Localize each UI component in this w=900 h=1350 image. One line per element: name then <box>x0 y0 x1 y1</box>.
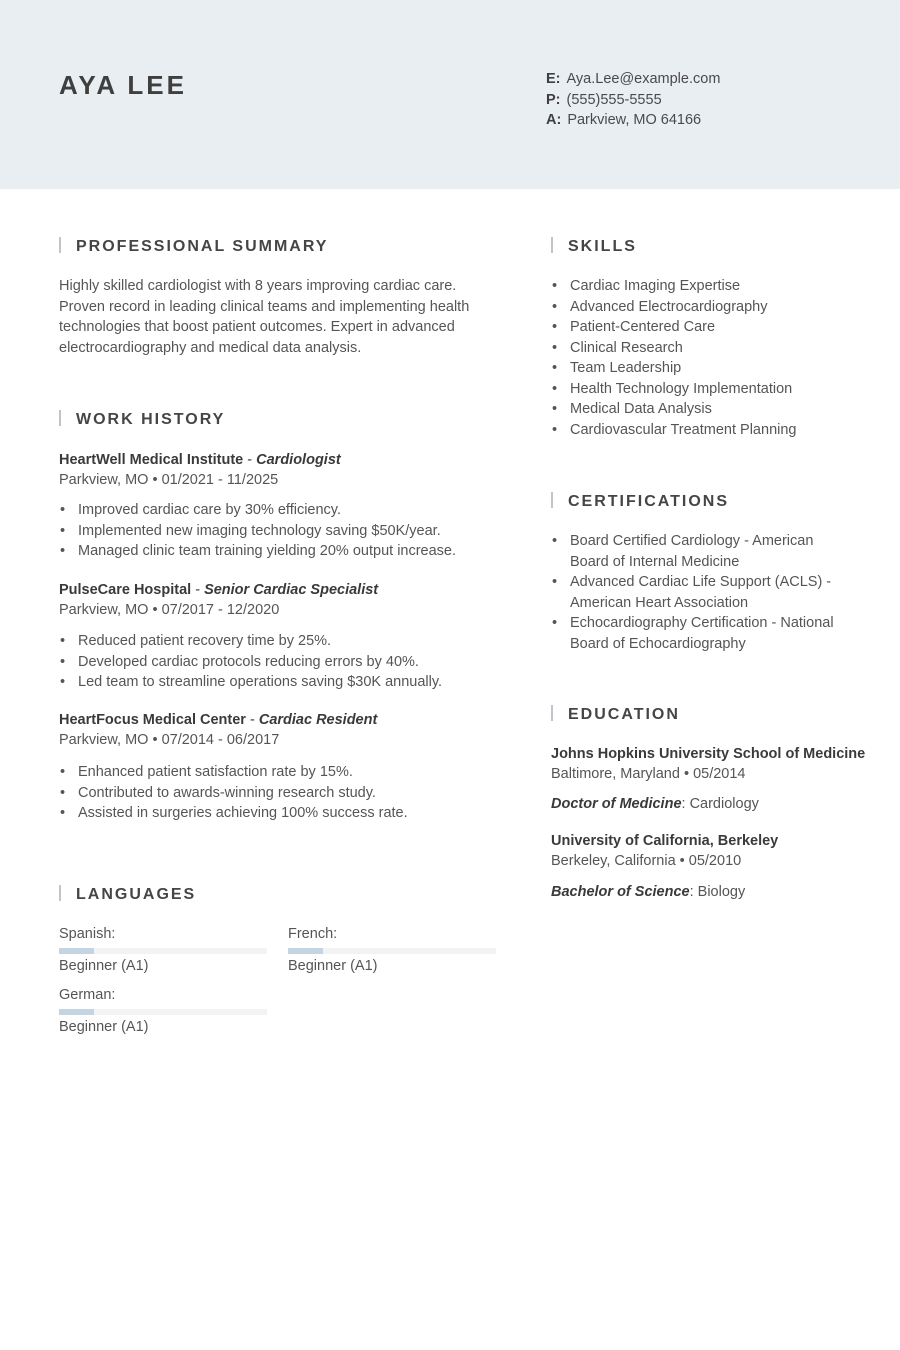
list-item: • Patient-Centered Care <box>551 317 851 338</box>
list-item: • Improved cardiac care by 30% efficiency. <box>59 500 456 521</box>
list-item: • Medical Data Analysis <box>551 399 851 420</box>
address-label: A: <box>546 112 562 128</box>
job-bullets <box>59 631 442 693</box>
summary-heading: PROFESSIONAL SUMMARY <box>59 237 328 257</box>
phone-value: (555)555-5555 <box>566 91 662 108</box>
language-level-bar <box>59 1009 267 1015</box>
contact-block <box>546 69 720 131</box>
language-level-bar <box>288 948 496 954</box>
job-heading: HeartWell Medical Institute - Cardiologist <box>59 452 341 468</box>
education-school: Johns Hopkins University School of Medicine <box>551 746 866 762</box>
education-degree: Bachelor of Science: Biology <box>551 884 746 900</box>
list-item: • Reduced patient recovery time by 25%. <box>59 631 442 652</box>
language-level-fill <box>59 948 94 954</box>
education-school: University of California, Berkeley <box>551 833 779 849</box>
list-item: • Developed cardiac protocols reducing errors by 40%. <box>59 652 442 673</box>
list-item: • Implemented new imaging technology saving $50K/year. <box>59 521 456 542</box>
list-item: • Advanced Electrocardiography <box>551 297 851 318</box>
language-level: Beginner (A1) <box>59 1019 149 1035</box>
section-accent-bar <box>59 410 61 426</box>
header-band <box>0 0 900 189</box>
certifications-list <box>551 531 861 654</box>
work-history-heading: WORK HISTORY <box>59 410 225 430</box>
list-item: • Assisted in surgeries achieving 100% success rate. <box>59 803 408 824</box>
language-level: Beginner (A1) <box>288 958 378 974</box>
language-level-fill <box>59 1009 94 1015</box>
section-accent-bar <box>59 237 61 253</box>
language-item <box>288 924 496 976</box>
language-name: French: <box>288 926 338 942</box>
candidate-name: AYA LEE <box>59 70 187 100</box>
contact-address-row <box>546 110 720 131</box>
education-meta: Baltimore, Maryland • 05/2014 <box>551 766 746 782</box>
job-bullets <box>59 500 456 562</box>
list-item: • Board Certified Cardiology - American Board of Internal Medicine <box>551 531 861 572</box>
list-item: • Clinical Research <box>551 338 851 359</box>
job-bullets <box>59 762 408 824</box>
list-item: • Led team to streamline operations saving $30K annually. <box>59 672 442 693</box>
job-heading: HeartFocus Medical Center - Cardiac Resident <box>59 712 378 728</box>
languages-heading: LANGUAGES <box>59 885 196 905</box>
skills-list <box>551 276 851 440</box>
email-value[interactable]: Aya.Lee@example.com <box>566 71 721 87</box>
language-name: Spanish: <box>59 926 116 942</box>
job-meta: Parkview, MO • 07/2014 - 06/2017 <box>59 732 280 748</box>
address-value: Parkview, MO 64166 <box>567 112 702 128</box>
language-item <box>59 924 267 976</box>
contact-email-row <box>546 69 720 90</box>
education-meta: Berkeley, California • 05/2010 <box>551 853 742 869</box>
summary-text: Highly skilled cardiologist with 8 years improving cardiac care. Proven record in leading clinical teams and implementing health technologies that boost patient outcomes. Expert in advanced electrocardiography and medical data analysis. <box>59 278 470 356</box>
language-name: German: <box>59 987 116 1003</box>
section-accent-bar <box>59 885 61 901</box>
education-degree: Doctor of Medicine: Cardiology <box>551 796 759 812</box>
language-item <box>59 985 267 1037</box>
phone-label: P: <box>546 91 561 108</box>
list-item: • Managed clinic team training yielding 20% output increase. <box>59 541 456 562</box>
skills-heading: SKILLS <box>551 237 637 257</box>
section-accent-bar <box>551 492 553 508</box>
list-item: • Cardiac Imaging Expertise <box>551 276 851 297</box>
education-heading: EDUCATION <box>551 705 680 725</box>
list-item: • Enhanced patient satisfaction rate by 15%. <box>59 762 408 783</box>
job-heading: PulseCare Hospital - Senior Cardiac Specialist <box>59 582 379 598</box>
language-level: Beginner (A1) <box>59 958 149 974</box>
list-item: • Echocardiography Certification - National Board of Echocardiography <box>551 613 861 654</box>
list-item: • Advanced Cardiac Life Support (ACLS) - American Heart Association <box>551 572 861 613</box>
list-item: • Contributed to awards-winning research study. <box>59 783 408 804</box>
language-level-fill <box>288 948 323 954</box>
job-meta: Parkview, MO • 07/2017 - 12/2020 <box>59 602 280 618</box>
certifications-heading: CERTIFICATIONS <box>551 492 729 512</box>
contact-phone-row <box>546 90 720 111</box>
section-accent-bar <box>551 705 553 721</box>
job-meta: Parkview, MO • 01/2021 - 11/2025 <box>59 472 279 488</box>
list-item: • Health Technology Implementation <box>551 379 851 400</box>
language-level-bar <box>59 948 267 954</box>
list-item: • Cardiovascular Treatment Planning <box>551 420 851 441</box>
list-item: • Team Leadership <box>551 358 851 379</box>
section-accent-bar <box>551 237 553 253</box>
email-label: E: <box>546 71 561 87</box>
